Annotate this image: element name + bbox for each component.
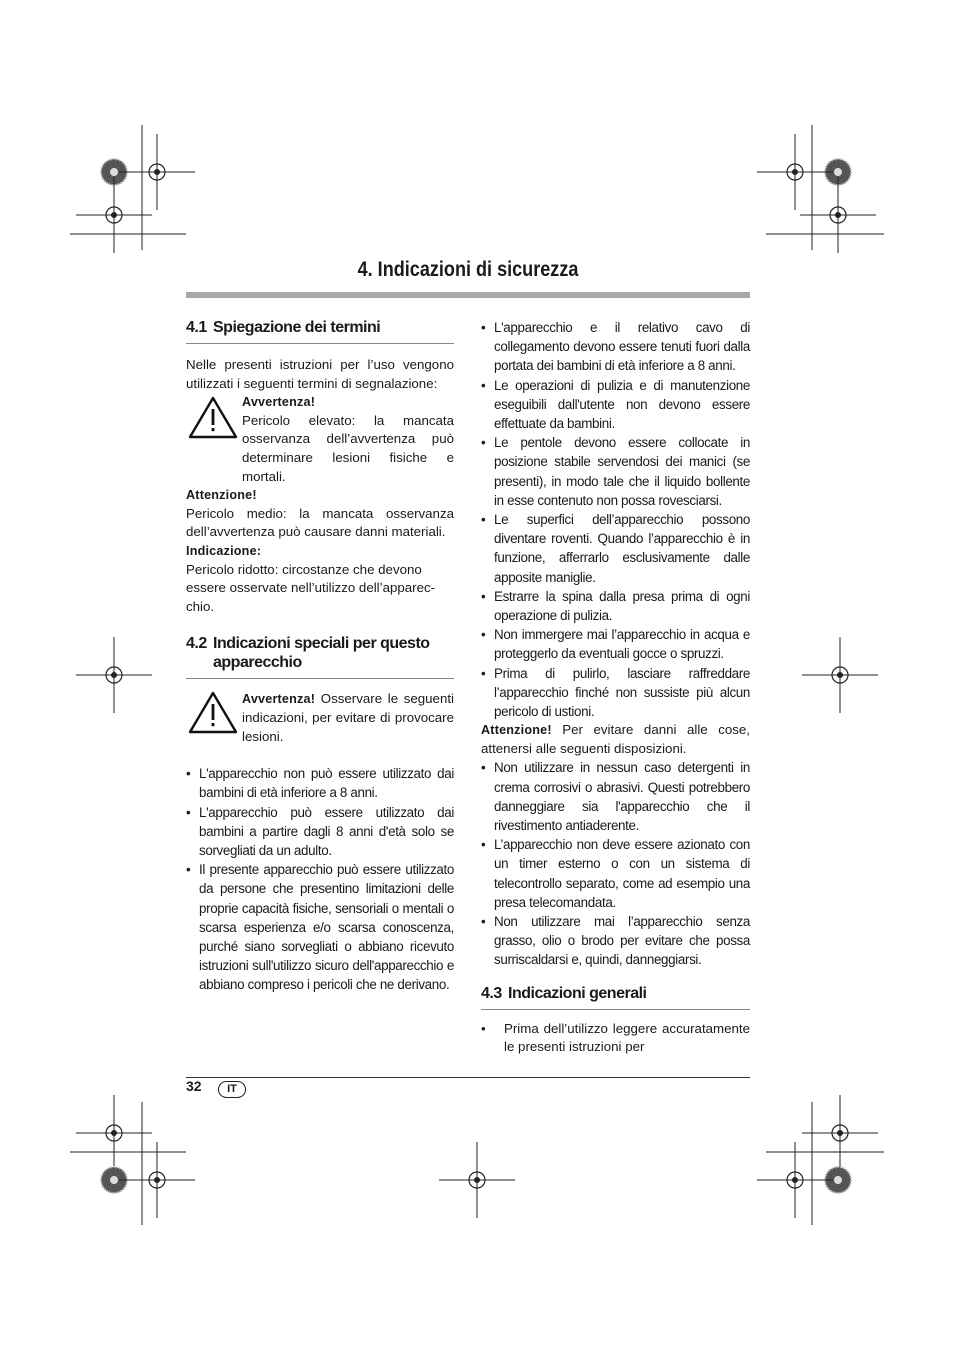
attenzione-notice xyxy=(481,721,750,758)
intro-text: Nelle presenti istruzioni per l’uso vengono utilizzati i seguenti termini di segnalazione: xyxy=(186,357,454,391)
list-item: • Le superfici dell’apparecchio possono diventare roventi. Quando l’apparecchio è in funzione, afferrarlo esclusivamente dalle apposite maniglie. xyxy=(481,510,750,587)
avvertenza-definition xyxy=(186,393,454,486)
list-item: • L'apparecchio può essere utilizzato dai bambini a partire dagli 8 anni d'età solo se sorvegliati da un adulto. xyxy=(186,803,454,861)
right-column xyxy=(481,318,750,1057)
section-title: Indicazioni speciali per questo apparecchio xyxy=(213,635,430,672)
section-number: 4.2 xyxy=(186,635,207,653)
list-item: • Le pentole devono essere collocate in posizione stabile servendosi dei manici (se presenti), in modo tale che il liquido bollente in esse contenuto non possa rovesciarsi. xyxy=(481,433,750,510)
attenzione-label: Attenzione! xyxy=(186,488,257,503)
chapter-title: 4. Indicazioni di sicurezza xyxy=(357,258,579,281)
general-list xyxy=(481,1020,750,1057)
safety-list-1 xyxy=(481,318,750,721)
language-badge: IT xyxy=(218,1081,246,1098)
warning-notice xyxy=(186,690,454,746)
warning-triangle-icon xyxy=(188,690,238,734)
warning-label: Avvertenza! xyxy=(242,692,316,707)
warning-triangle-icon xyxy=(188,395,238,439)
page-number: 32 xyxy=(186,1078,202,1094)
list-item: • Le operazioni di pulizia e di manutenzione eseguibili dall'utente non devono essere effettuate da bambini. xyxy=(481,376,750,434)
list-item: • Non utilizzare in nessun caso detergenti in crema corrosivi o abrasivi. Questi potrebbero danneggiare sia l'apparecchio che il rivestimento antiaderente. xyxy=(481,758,750,835)
list-item: • Non utilizzare mai l’apparecchio senza grasso, olio o brodo per evitare che possa surriscaldarsi e, quindi, danneggiarsi. xyxy=(481,912,750,970)
safety-list-2 xyxy=(481,758,750,969)
avvertenza-text: Pericolo elevato: la mancata osservanza dell’avvertenza può determinare lesioni fisiche e mortali. xyxy=(242,412,454,484)
special-instructions-list xyxy=(186,764,454,994)
list-item: • Non immergere mai l’apparecchio in acqua e proteggerlo da eventuali gocce o spruzzi. xyxy=(481,625,750,663)
list-item: • Prima dell’utilizzo leggere accuratamente le presenti istruzioni per xyxy=(481,1020,750,1057)
section-title: Indicazioni generali xyxy=(508,984,647,1002)
section-4-3-heading xyxy=(481,984,750,1010)
warning-text: Osservare le seguenti indicazioni, per evitare di provocare lesioni. xyxy=(242,691,454,744)
avvertenza-label: Avvertenza! xyxy=(242,395,316,410)
footer-rule xyxy=(186,1077,750,1078)
indicazione-text: Pericolo ridotto: circostanze che devono essere osservate nell’utilizzo dell’apparec-chio. xyxy=(186,561,436,614)
list-item: • L’apparecchio non deve essere azionato con un timer esterno o con un sistema di telecontrollo separato, come ad esempio una presa telecomandata. xyxy=(481,835,750,912)
attenzione-text: Pericolo medio: la mancata osservanza dell’avvertenza può causare danni materiali. xyxy=(186,505,454,540)
list-item: • L'apparecchio non può essere utilizzato dai bambini di età inferiore a 8 anni. xyxy=(186,764,454,802)
list-item: • Prima di pulirlo, lasciare raffreddare l’apparecchio finché non sussiste più alcun pericolo di ustioni. xyxy=(481,664,750,722)
list-item: • Il presente apparecchio può essere utilizzato da persone che presentino limitazioni delle proprie capacità fisiche, sensoriali o mentali o scarsa esperienza e/o scarsa conoscenza, purché siano sorvegliati o abbiano ricevuto istruzioni sull'utilizzo sicuro dell'apparecchio e abbiano compreso i pericoli che ne derivano. xyxy=(186,860,454,994)
list-item: • L'apparecchio e il relativo cavo di collegamento devono essere tenuti fuori dalla portata dei bambini di età inferiore a 8 anni. xyxy=(481,318,750,376)
attenzione-label: Attenzione! xyxy=(481,723,552,738)
attenzione-text: Per evitare danni alle cose, attenersi alle seguenti disposizioni. xyxy=(481,722,750,756)
title-underline-bar xyxy=(186,292,750,298)
section-title: Spiegazione dei termini xyxy=(213,319,381,336)
section-number: 4.3 xyxy=(481,984,502,1002)
section-number: 4.1 xyxy=(186,319,207,336)
left-column xyxy=(186,318,454,995)
section-4-2-heading xyxy=(186,634,454,679)
warning-notice-text xyxy=(242,690,454,746)
indicazione-label: Indicazione: xyxy=(186,543,262,558)
list-item: • Estrarre la spina dalla presa prima di ogni operazione di pulizia. xyxy=(481,587,750,625)
section-4-1-heading xyxy=(186,318,454,344)
